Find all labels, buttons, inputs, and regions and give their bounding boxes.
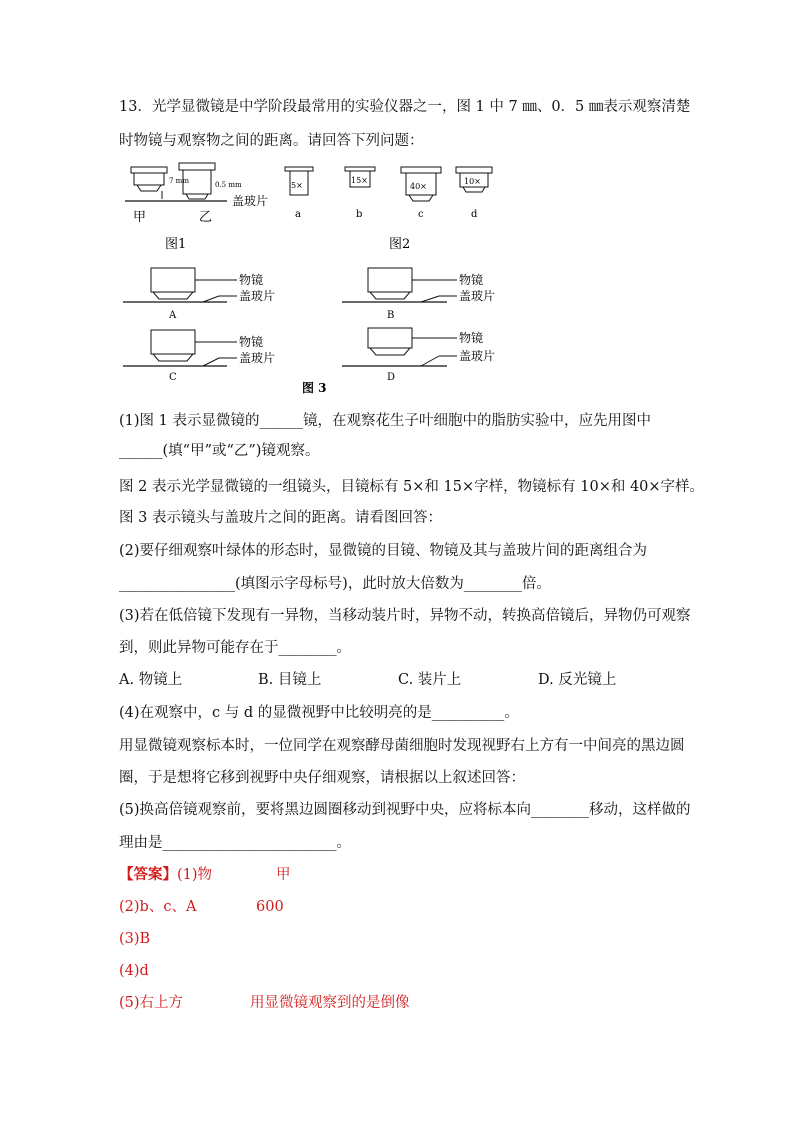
answer-2-b: 600 bbox=[256, 899, 284, 915]
q3-line-1: (3)若在低倍镜下发现有一异物，当移动装片时，异物不动，转换高倍镜后，异物仍可观察 bbox=[119, 608, 691, 624]
figure-1-and-2 bbox=[119, 155, 519, 255]
q5-intro-line-1: 用显微镜观察标本时，一位同学在观察酵母菌细胞时发现视野右上方有一中间亮的黑边圆 bbox=[119, 738, 685, 754]
fig1-dist-b: 0.5 mm bbox=[215, 181, 242, 189]
answer-2: (2)b、c、A bbox=[119, 899, 197, 915]
fig3-a-coverslip: 盖玻片 bbox=[239, 289, 276, 303]
fig1-dist-a: 7 mm bbox=[169, 177, 189, 185]
answer-tag: 【答案】 bbox=[119, 866, 177, 883]
fig1-label-jia: 甲 bbox=[133, 210, 147, 225]
q1-line-1: (1)图 1 表示显微镜的______镜，在观察花生子叶细胞中的脂肪实验中，应先用图中 bbox=[119, 413, 651, 429]
q2-line-2: ________________(填图示字母标号)，此时放大倍数为________倍。 bbox=[119, 576, 551, 592]
fig3-a-label: A bbox=[169, 310, 177, 321]
fig3-panel-d bbox=[342, 328, 495, 383]
fig1-caption: 图1 bbox=[165, 237, 187, 252]
option-a: A. 物镜上 bbox=[119, 672, 183, 688]
answer-5: (5)右上方 bbox=[119, 995, 184, 1011]
answer-5-b: 用显微镜观察到的是倒像 bbox=[250, 995, 410, 1011]
fig2-lens-b-letter: b bbox=[356, 209, 363, 220]
fig2-lens-a-letter: a bbox=[295, 209, 301, 220]
q5-line-1: (5)换高倍镜观察前，要将黑边圆圈移动到视野中央，应将标本向________移动，这样做的 bbox=[119, 802, 691, 818]
fig3-panel-b bbox=[342, 268, 495, 321]
figure-1 bbox=[125, 163, 268, 252]
fig2-caption: 图2 bbox=[389, 237, 411, 252]
option-b: B. 目镜上 bbox=[258, 672, 322, 688]
fig2-lens-d-mark: 10× bbox=[464, 177, 481, 186]
answer-line-1 bbox=[119, 865, 212, 885]
fig2-lens-c-mark: 40× bbox=[410, 182, 427, 191]
q1-line-2: ______(填“甲”或“乙”)镜观察。 bbox=[119, 443, 320, 459]
fig3-c-objective: 物镜 bbox=[239, 335, 264, 349]
fig2-lens-d-letter: d bbox=[471, 209, 478, 220]
question-intro-line-2: 时物镜与观察物之间的距离。请回答下列问题： bbox=[119, 133, 424, 149]
answer-3: (3)B bbox=[119, 931, 151, 947]
figure-2 bbox=[285, 167, 492, 252]
figure-3 bbox=[119, 258, 519, 398]
q5-line-2: 理由是________________________。 bbox=[119, 835, 351, 851]
fig3-b-label: B bbox=[387, 310, 395, 321]
answer-1: (1)物 bbox=[177, 867, 213, 883]
fig2-description: 图 2 表示光学显微镜的一组镜头，目镜标有 5×和 15×字样，物镜标有 10×和 40×字样。 bbox=[119, 479, 705, 495]
fig3-b-objective: 物镜 bbox=[459, 273, 484, 287]
q5-intro-line-2: 圈，于是想将它移到视野中央仔细观察，请根据以上叙述回答： bbox=[119, 770, 525, 786]
option-d: D. 反光镜上 bbox=[538, 672, 617, 688]
fig3-d-label: D bbox=[387, 372, 396, 383]
fig3-c-coverslip: 盖玻片 bbox=[239, 351, 276, 365]
fig2-lens-b-mark: 15× bbox=[351, 176, 368, 185]
fig1-label-yi: 乙 bbox=[199, 210, 213, 225]
fig3-a-objective: 物镜 bbox=[239, 273, 264, 287]
fig2-lens-c-letter: c bbox=[418, 209, 424, 220]
answer-4: (4)d bbox=[119, 963, 149, 979]
fig3-b-coverslip: 盖玻片 bbox=[459, 289, 496, 303]
q2-line-1: (2)要仔细观察叶绿体的形态时，显微镜的目镜、物镜及其与盖玻片间的距离组合为 bbox=[119, 543, 648, 559]
fig3-d-coverslip: 盖玻片 bbox=[459, 349, 496, 363]
fig3-caption: 图 3 bbox=[302, 381, 327, 395]
question-intro-line-1: 13．光学显微镜是中学阶段最常用的实验仪器之一，图 1 中 7 ㎜、0．5 ㎜表示观察清楚 bbox=[119, 99, 691, 115]
fig2-lens-a-mark: 5× bbox=[291, 181, 303, 190]
answer-1-b: 甲 bbox=[276, 867, 291, 883]
q4-line: (4)在观察中，c 与 d 的显微视野中比较明亮的是__________。 bbox=[119, 705, 519, 721]
fig3-panel-a bbox=[123, 268, 275, 321]
fig3-panel-c bbox=[123, 330, 275, 383]
fig1-coverslip-label: 盖玻片 bbox=[232, 194, 269, 208]
q3-line-2: 到，则此异物可能存在于________。 bbox=[119, 640, 351, 656]
fig3-description: 图 3 表示镜头与盖玻片之间的距离。请看图回答： bbox=[119, 510, 442, 526]
fig3-d-objective: 物镜 bbox=[459, 331, 484, 345]
fig3-c-label: C bbox=[169, 372, 177, 383]
option-c: C. 装片上 bbox=[398, 672, 462, 688]
